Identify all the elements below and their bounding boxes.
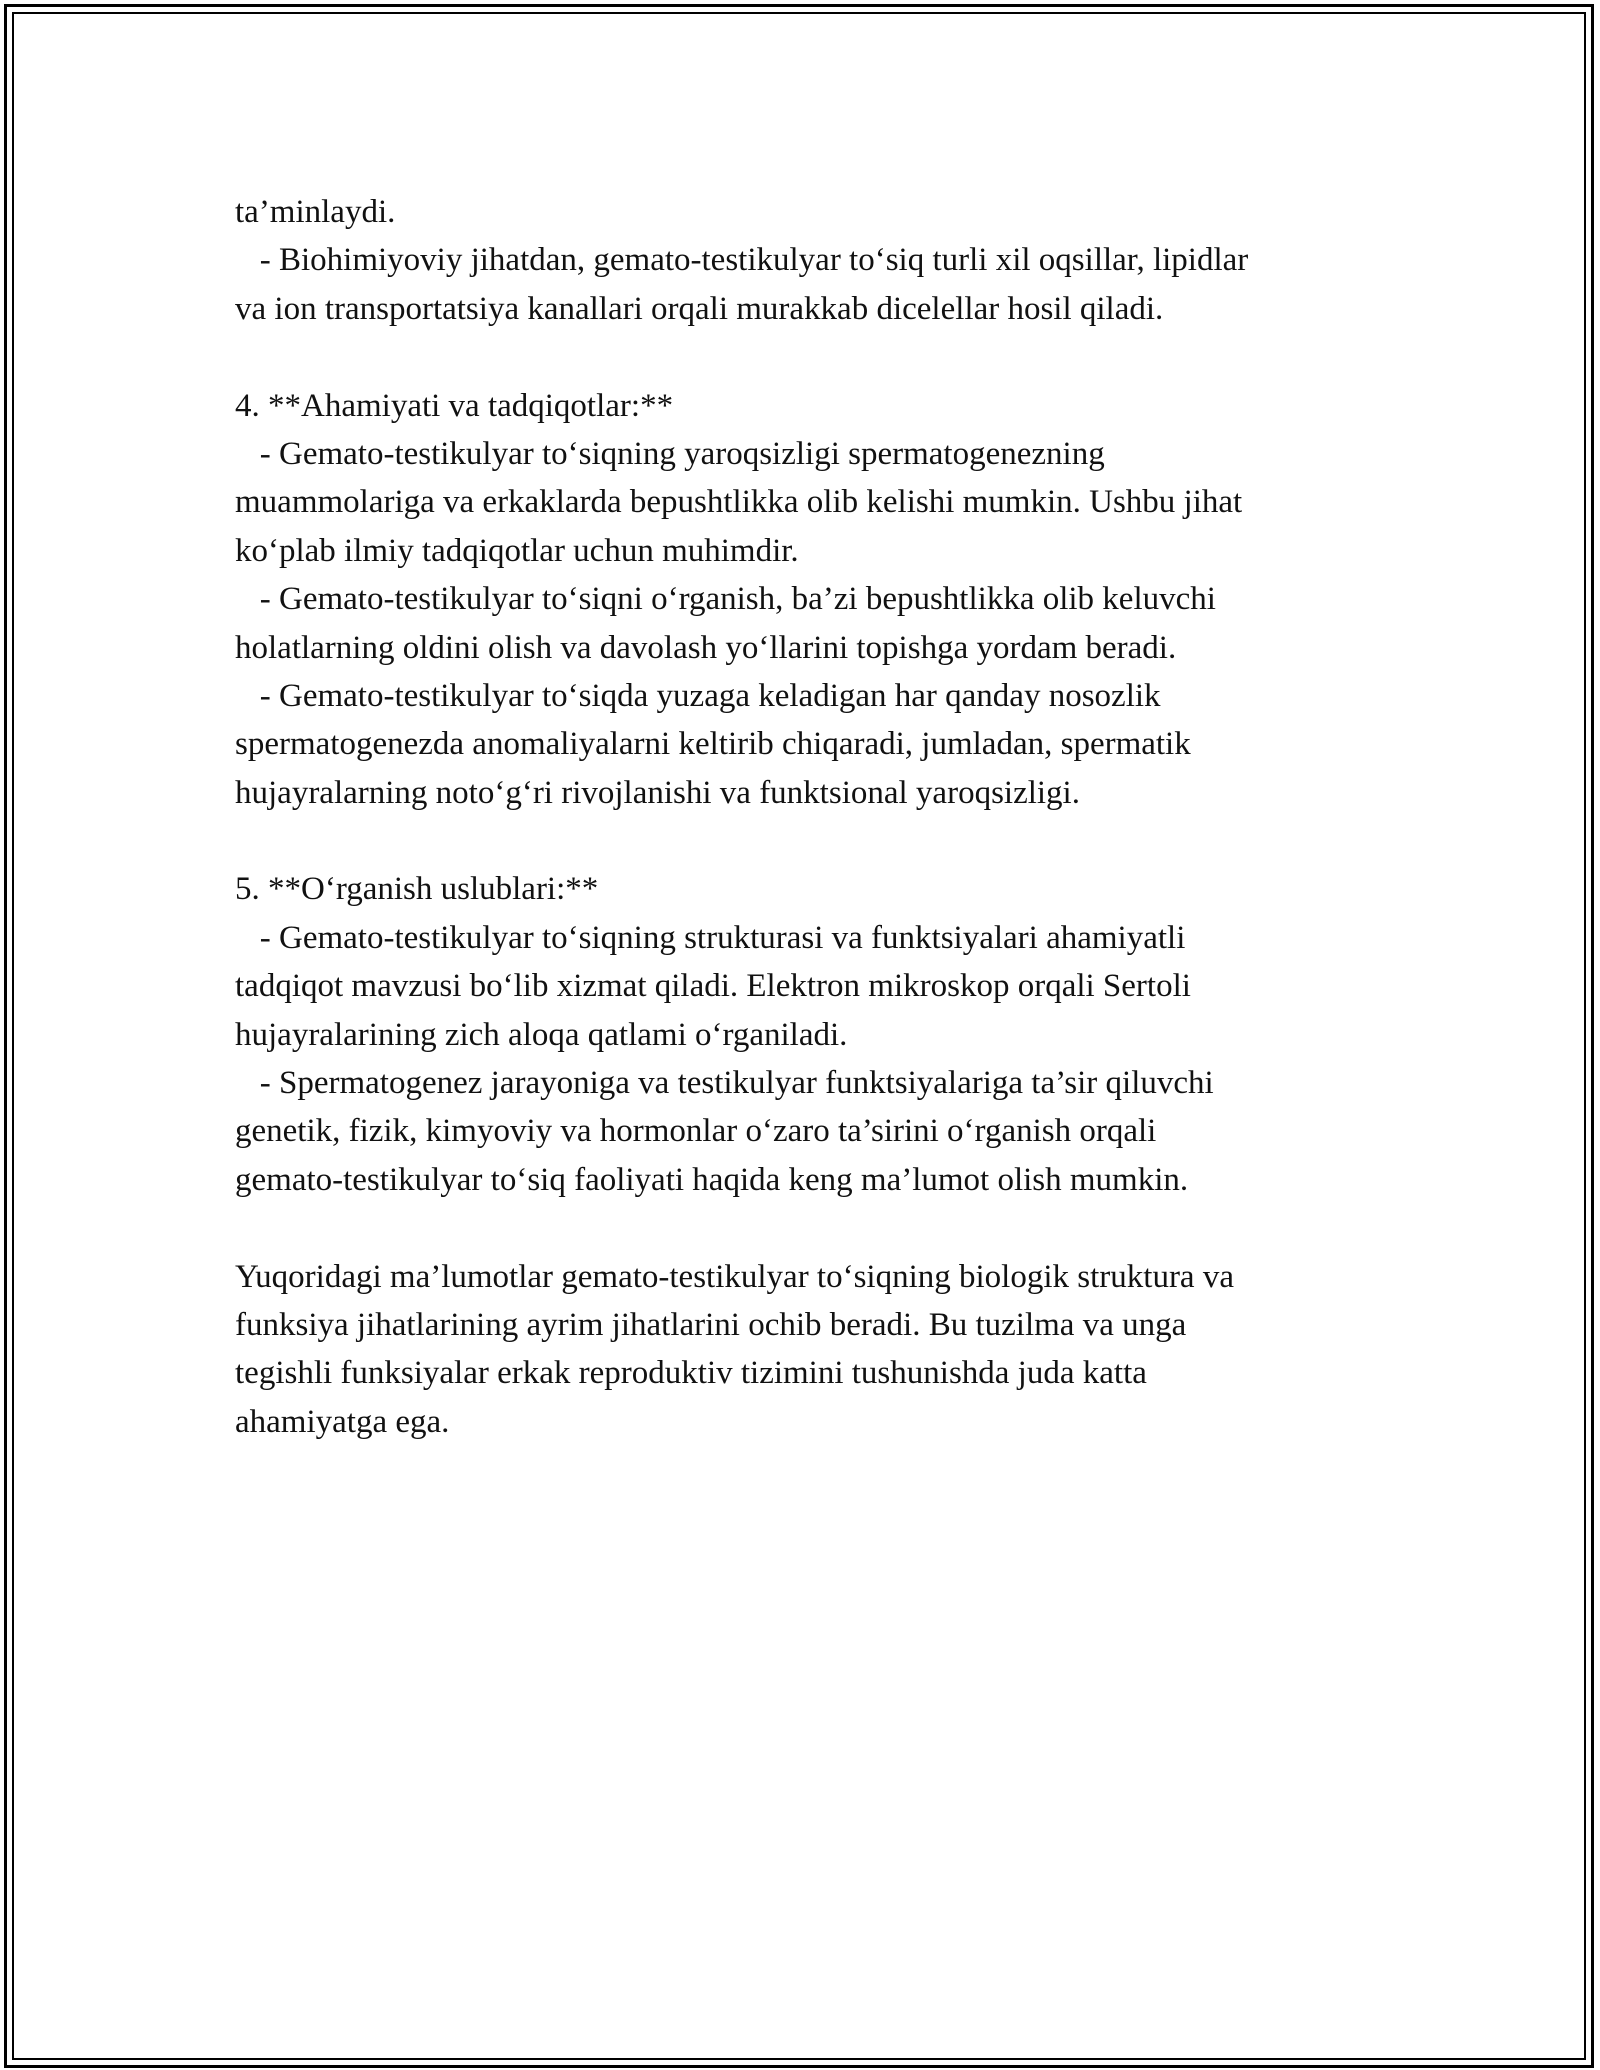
text-line: - Gemato-testikulyar to‘siqning strukturasi va funktsiyalari ahamiyatli xyxy=(235,919,1186,956)
text-line: holatlarning oldini olish va davolash yo‘llarini topishga yordam beradi. xyxy=(235,629,1177,666)
document-body xyxy=(235,188,1385,1446)
text-line: - Biohimiyoviy jihatdan, gemato-testikulyar to‘siq turli xil oqsillar, lipidlar xyxy=(235,242,1249,279)
text-line: funksiya jihatlarining ayrim jihatlarini ochib beradi. Bu tuzilma va unga xyxy=(235,1306,1187,1343)
text-line: va ion transportatsiya kanallari orqali murakkab dicelellar hosil qiladi. xyxy=(235,290,1164,327)
blank-line xyxy=(235,333,1385,381)
text-line: ahamiyatga ega. xyxy=(235,1403,450,1440)
text-line: gemato-testikulyar to‘siq faoliyati haqida keng ma’lumot olish mumkin. xyxy=(235,1161,1189,1198)
text-line: - Gemato-testikulyar to‘siqning yaroqsizligi spermatogenezning xyxy=(235,435,1105,472)
text-line: ta’minlaydi. xyxy=(235,194,396,230)
text-line: - Gemato-testikulyar to‘siqda yuzaga keladigan har qanday nosozlik xyxy=(235,677,1161,714)
text-line: 5. **O‘rganish uslublari:** xyxy=(235,871,599,908)
blank-line xyxy=(235,817,1385,865)
text-line: hujayralarning noto‘g‘ri rivojlanishi va funktsional yaroqsizligi. xyxy=(235,774,1080,811)
text-line: ko‘plab ilmiy tadqiqotlar uchun muhimdir. xyxy=(235,532,799,569)
text-line: tegishli funksiyalar erkak reproduktiv tizimini tushunishda juda katta xyxy=(235,1355,1147,1392)
text-line: - Gemato-testikulyar to‘siqni o‘rganish, ba’zi bepushtlikka olib keluvchi xyxy=(235,581,1216,618)
text-line: genetik, fizik, kimyoviy va hormonlar o‘zaro ta’sirini o‘rganish orqali xyxy=(235,1113,1157,1150)
text-line: muammolariga va erkaklarda bepushtlikka olib kelishi mumkin. Ushbu jihat xyxy=(235,484,1243,521)
text-line: 4. **Ahamiyati va tadqiqotlar:** xyxy=(235,387,674,424)
text-line: - Spermatogenez jarayoniga va testikulyar funktsiyalariga ta’sir qiluvchi xyxy=(235,1065,1214,1102)
text-line: tadqiqot mavzusi bo‘lib xizmat qiladi. Elektron mikroskop orqali Sertoli xyxy=(235,968,1191,1005)
text-line: hujayralarining zich aloqa qatlami o‘rganiladi. xyxy=(235,1016,848,1053)
blank-line xyxy=(235,1204,1385,1252)
text-line: spermatogenezda anomaliyalarni keltirib chiqaradi, jumladan, spermatik xyxy=(235,726,1191,763)
text-line: Yuqoridagi ma’lumotlar gemato-testikulyar to‘siqning biologik struktura va xyxy=(235,1258,1234,1295)
